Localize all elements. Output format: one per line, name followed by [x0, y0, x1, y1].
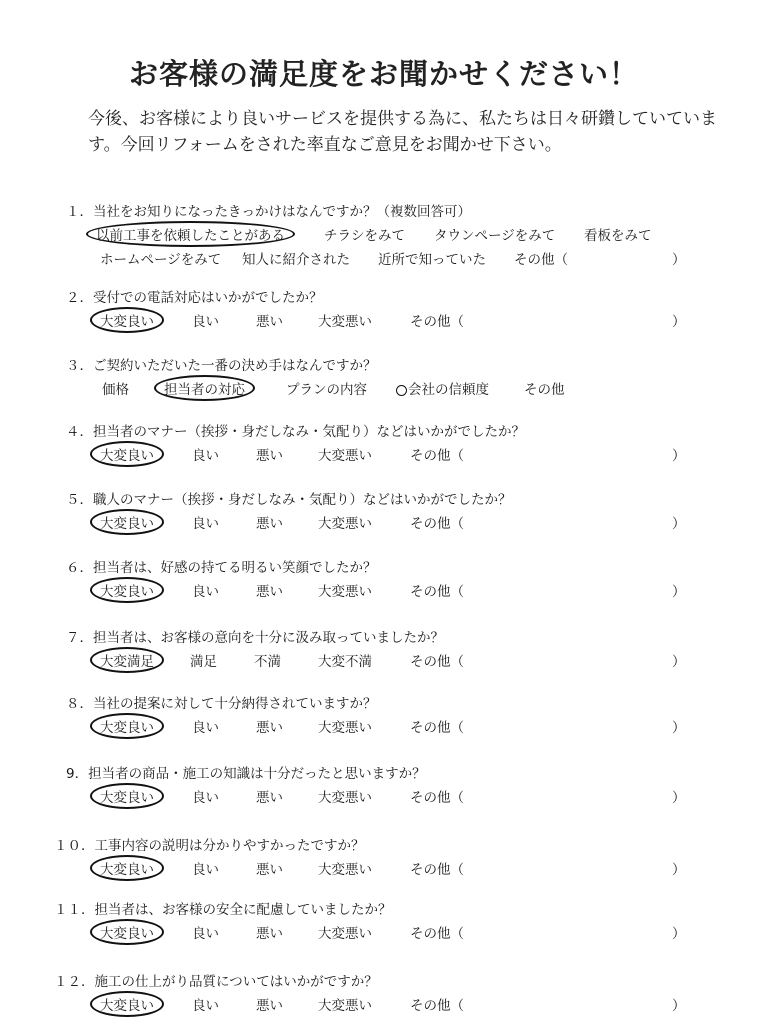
- option[interactable]: 大変悪い: [318, 998, 372, 1014]
- option[interactable]: 大変悪い: [318, 862, 372, 878]
- option[interactable]: チラシをみて: [324, 228, 405, 244]
- option[interactable]: 価格: [102, 382, 129, 398]
- option[interactable]: 大変悪い: [318, 926, 372, 942]
- option[interactable]: 良い: [192, 720, 219, 736]
- paren-close: ）: [672, 790, 686, 806]
- option[interactable]: 良い: [192, 790, 219, 806]
- option-other[interactable]: その他（: [410, 862, 464, 878]
- survey-intro: 今後、お客様により良いサービスを提供する為に、私たちは日々研鑽していています。今回リフォームをされた率直なご意見をお聞かせ下さい。: [88, 109, 717, 155]
- option-other[interactable]: その他（: [410, 720, 464, 736]
- paren-close: ）: [672, 720, 686, 736]
- option-selected[interactable]: 大変良い: [90, 307, 164, 333]
- option[interactable]: 知人に紹介された: [242, 252, 350, 268]
- question-1-options-2: [0, 248, 768, 270]
- option-selected[interactable]: 大変良い: [90, 783, 164, 809]
- option-other[interactable]: その他（: [410, 448, 464, 464]
- option-label: 会社の信頼度: [408, 382, 489, 398]
- survey-title: お客様の満足度をお聞かせください！: [128, 57, 639, 91]
- option[interactable]: 大変悪い: [318, 448, 372, 464]
- option[interactable]: 悪い: [256, 998, 283, 1014]
- option-other[interactable]: その他（: [410, 654, 464, 670]
- option-other[interactable]: その他（: [514, 252, 568, 268]
- option-selected[interactable]: 大変良い: [90, 441, 164, 467]
- option[interactable]: 良い: [192, 448, 219, 464]
- option-other[interactable]: その他: [524, 382, 565, 398]
- option-other[interactable]: その他（: [410, 926, 464, 942]
- question-12-text: １２．施工の仕上がり品質についてはいかがですか？: [54, 974, 378, 990]
- question-11-text: １１．担当者は、お客様の安全に配慮していましたか？: [54, 902, 392, 918]
- option[interactable]: 大変悪い: [318, 720, 372, 736]
- option[interactable]: 悪い: [256, 862, 283, 878]
- option[interactable]: 大変悪い: [318, 790, 372, 806]
- option-selected[interactable]: 大変良い: [90, 577, 164, 603]
- question-2-options: [0, 310, 768, 332]
- option-selected[interactable]: 大変良い: [90, 713, 164, 739]
- option-other[interactable]: その他（: [410, 314, 464, 330]
- option[interactable]: プランの内容: [286, 382, 367, 398]
- option[interactable]: タウンページをみて: [434, 228, 556, 244]
- option[interactable]: 悪い: [256, 516, 283, 532]
- option-selected[interactable]: 大変満足: [90, 647, 164, 673]
- option[interactable]: 悪い: [256, 314, 283, 330]
- question-9-options: [0, 786, 768, 808]
- option[interactable]: 看板をみて: [584, 228, 652, 244]
- option[interactable]: 大変悪い: [318, 516, 372, 532]
- paren-close: ）: [672, 584, 686, 600]
- question-7-options: [0, 650, 768, 672]
- question-5-text: ５．職人のマナー（挨拶・身だしなみ・気配り）などはいかがでしたか？: [66, 492, 512, 508]
- question-3-text: ３．ご契約いただいた一番の決め手はなんですか？: [66, 358, 377, 374]
- option-selected[interactable]: 以前工事を依頼したことがある: [86, 221, 295, 247]
- paren-close: ）: [672, 314, 686, 330]
- question-6-options: [0, 580, 768, 602]
- option[interactable]: 良い: [192, 584, 219, 600]
- question-10-options: [0, 858, 768, 880]
- paren-close: ）: [672, 926, 686, 942]
- question-9-text: 9．担当者の商品・施工の知識は十分だったと思いますか？: [66, 766, 426, 782]
- question-1-text: １．当社をお知りになったきっかけはなんですか？（複数回答可）: [66, 204, 471, 220]
- paren-close: ）: [672, 654, 686, 670]
- option[interactable]: 大変悪い: [318, 584, 372, 600]
- option[interactable]: 悪い: [256, 926, 283, 942]
- option[interactable]: 良い: [192, 516, 219, 532]
- option[interactable]: 大変悪い: [318, 314, 372, 330]
- question-8-text: ８．当社の提案に対して十分納得されていますか？: [66, 696, 377, 712]
- question-5-options: [0, 512, 768, 534]
- option[interactable]: 近所で知っていた: [378, 252, 486, 268]
- option[interactable]: 良い: [192, 998, 219, 1014]
- question-1-options: [0, 224, 768, 246]
- option-selected[interactable]: 大変良い: [90, 509, 164, 535]
- option-selected[interactable]: 大変良い: [90, 855, 164, 881]
- option-selected[interactable]: 担当者の対応: [154, 375, 255, 401]
- paren-close: ）: [672, 516, 686, 532]
- option[interactable]: 良い: [192, 926, 219, 942]
- paren-close: ）: [672, 448, 686, 464]
- option[interactable]: 大変不満: [318, 654, 372, 670]
- question-12-options: [0, 994, 768, 1016]
- option-marked[interactable]: [396, 378, 489, 398]
- option-other[interactable]: その他（: [410, 998, 464, 1014]
- option-other[interactable]: その他（: [410, 516, 464, 532]
- option[interactable]: ホームページをみて: [100, 252, 222, 268]
- option[interactable]: 悪い: [256, 720, 283, 736]
- question-4-text: ４．担当者のマナー（挨拶・身だしなみ・気配り）などはいかがでしたか？: [66, 424, 525, 440]
- option[interactable]: 悪い: [256, 448, 283, 464]
- question-2-text: ２．受付での電話対応はいかがでしたか？: [66, 290, 323, 306]
- option[interactable]: 悪い: [256, 584, 283, 600]
- circle-mark-icon: [396, 385, 407, 396]
- option[interactable]: 満足: [190, 654, 217, 670]
- paren-close: ）: [672, 862, 686, 878]
- option[interactable]: 良い: [192, 862, 219, 878]
- question-11-options: [0, 922, 768, 944]
- question-7-text: ７．担当者は、お客様の意向を十分に汲み取っていましたか？: [66, 630, 444, 646]
- question-8-options: [0, 716, 768, 738]
- option[interactable]: 良い: [192, 314, 219, 330]
- option-other[interactable]: その他（: [410, 790, 464, 806]
- question-4-options: [0, 444, 768, 466]
- option-other[interactable]: その他（: [410, 584, 464, 600]
- paren-close: ）: [672, 998, 686, 1014]
- question-3-options: [0, 378, 768, 400]
- option[interactable]: 悪い: [256, 790, 283, 806]
- question-10-text: １０．工事内容の説明は分かりやすかったですか？: [54, 838, 365, 854]
- option-selected[interactable]: 大変良い: [90, 919, 164, 945]
- paren-close: ）: [672, 252, 686, 268]
- question-6-text: ６．担当者は、好感の持てる明るい笑顔でしたか？: [66, 560, 377, 576]
- option[interactable]: 不満: [254, 654, 281, 670]
- option-selected[interactable]: 大変良い: [90, 991, 164, 1017]
